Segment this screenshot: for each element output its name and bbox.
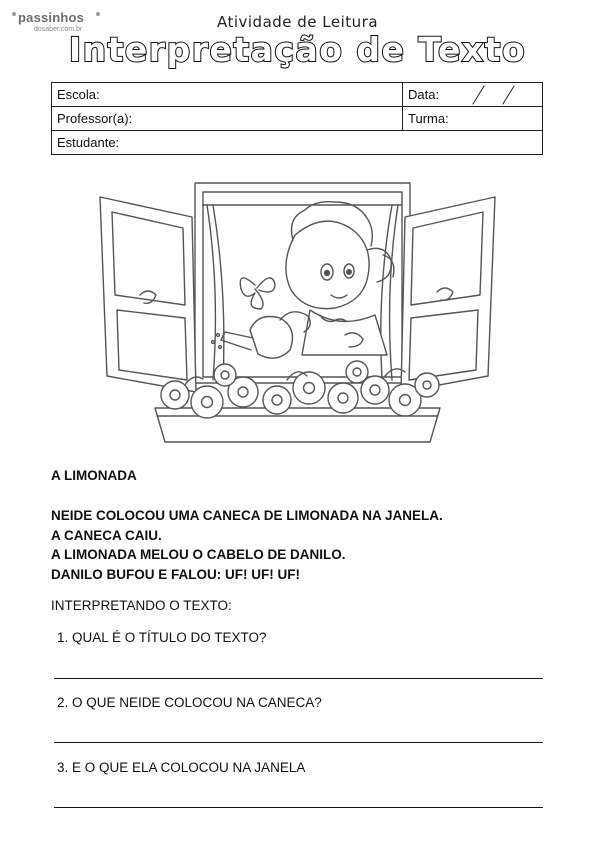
story-line: A CANECA CAIU. — [51, 527, 162, 543]
story-line: NEIDE COLOCOU UMA CANECA DE LIMONADA NA JANELA. — [51, 508, 443, 523]
answer-line-2[interactable] — [54, 742, 543, 743]
logo-brand: passinhos — [18, 10, 85, 25]
question-2: 2. O QUE NEIDE COLOCOU NA CANECA? — [57, 695, 322, 710]
student-field[interactable] — [52, 131, 543, 155]
class-field[interactable] — [403, 107, 543, 131]
teacher-label: Professor(a): — [57, 111, 133, 126]
answer-line-3[interactable] — [54, 807, 543, 808]
section-heading: INTERPRETANDO O TEXTO: — [51, 598, 232, 613]
page-title: Interpretação de Texto — [68, 30, 527, 69]
story-text — [51, 506, 443, 584]
girl-watering-window-flowers-icon — [95, 180, 500, 450]
teacher-field[interactable] — [52, 107, 403, 131]
activity-subtitle: Atividade de Leitura — [216, 13, 379, 31]
story-line: DANILO BUFOU E FALOU: UF! UF! UF! — [51, 566, 300, 582]
answer-line-1[interactable] — [54, 678, 543, 679]
student-info-table — [51, 82, 543, 155]
date-separator — [472, 85, 485, 104]
date-label: Data: — [408, 87, 440, 102]
logo-site: dosaber.com.br — [34, 26, 83, 33]
story-line: A LIMONADA MELOU O CABELO DE DANILO. — [51, 547, 346, 562]
story-title: A LIMONADA — [51, 468, 137, 483]
question-3: 3. E O QUE ELA COLOCOU NA JANELA — [57, 760, 306, 775]
student-label: Estudante: — [57, 135, 120, 150]
school-label: Escola: — [57, 87, 100, 102]
question-1: 1. QUAL É O TÍTULO DO TEXTO? — [57, 630, 267, 645]
date-field[interactable] — [403, 83, 543, 107]
school-field[interactable] — [52, 83, 403, 107]
class-label: Turma: — [408, 111, 449, 126]
date-separator — [502, 85, 515, 104]
